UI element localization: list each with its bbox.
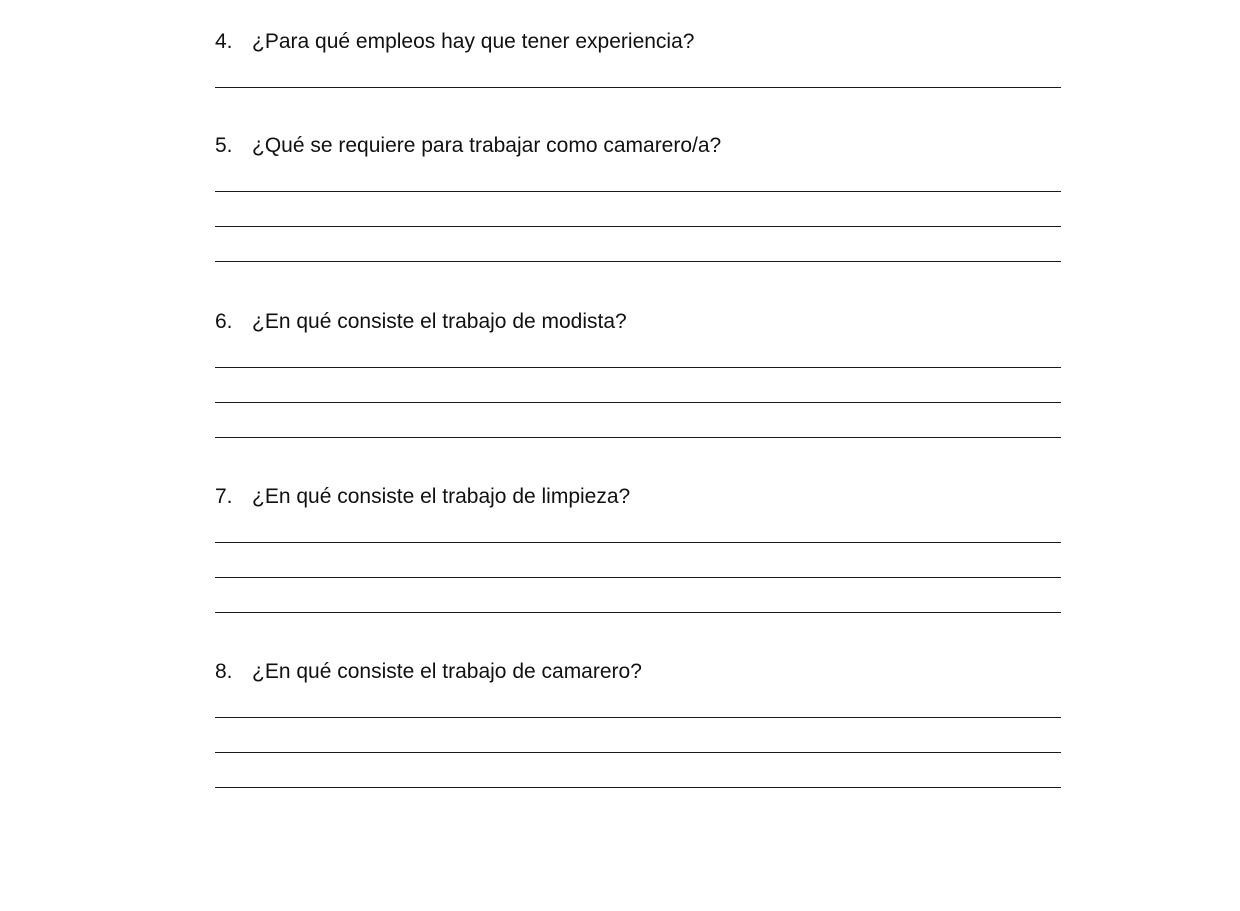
question-text: ¿En qué consiste el trabajo de limpieza? [252, 485, 631, 508]
answer-line[interactable] [215, 226, 1061, 227]
question-number: 4. [215, 30, 233, 53]
answer-line[interactable] [215, 402, 1061, 403]
question-7 [215, 485, 630, 509]
answer-line[interactable] [215, 612, 1061, 613]
question-text: ¿Qué se requiere para trabajar como camarero/a? [252, 134, 722, 157]
answer-line[interactable] [215, 261, 1061, 262]
question-number: 8. [215, 660, 233, 683]
answer-line[interactable] [215, 787, 1061, 788]
question-8 [215, 660, 642, 684]
question-6 [215, 310, 627, 334]
question-number: 7. [215, 485, 233, 508]
answer-line[interactable] [215, 717, 1061, 718]
answer-line[interactable] [215, 367, 1061, 368]
answer-line[interactable] [215, 542, 1061, 543]
question-text: ¿Para qué empleos hay que tener experiencia? [252, 30, 695, 53]
answer-line[interactable] [215, 437, 1061, 438]
answer-line[interactable] [215, 87, 1061, 88]
question-5 [215, 134, 721, 158]
answer-line[interactable] [215, 191, 1061, 192]
question-text: ¿En qué consiste el trabajo de modista? [252, 310, 627, 333]
question-number: 5. [215, 134, 233, 157]
answer-line[interactable] [215, 752, 1061, 753]
answer-line[interactable] [215, 577, 1061, 578]
question-text: ¿En qué consiste el trabajo de camarero? [252, 660, 642, 683]
question-number: 6. [215, 310, 233, 333]
question-4 [215, 30, 694, 54]
